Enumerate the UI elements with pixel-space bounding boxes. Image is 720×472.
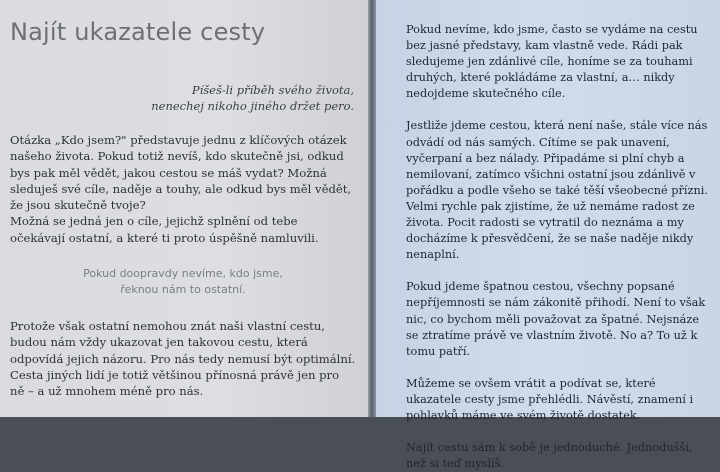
paragraph: Otázka „Kdo jsem?" představuje jednu z klíčových otázek našeho života. Pokud totiž nevíš, kdo skutečně jsi, odkud bys pak měl vědět, jakou cestou se máš vydat? Možná sleduješ své cíle, naděje a touhy, ale odkud bys měl vědět, že jsou skutečně tvoje? (10, 133, 352, 213)
paragraph: Pokud jdeme špatnou cestou, všechny popsané nepříjemnosti se nám zákonitě přihodí. Není to však nic, co bychom měli považovat za špatné. Nejsnáze se ztratíme právě ve vlastním životě. No a? To už k tomu patří. (406, 280, 706, 358)
motto (10, 82, 354, 114)
motto-line: nenechej nikoho jiného držet pero. (151, 99, 354, 113)
left-page (0, 0, 368, 417)
paragraph: Možná se jedná jen o cíle, jejichž splnění od tebe očekávají ostatní, a které ti proto úspěšně namluvili. (10, 214, 319, 245)
chapter-title: Najít ukazatele cesty (10, 18, 266, 46)
paragraph: Můžeme se ovšem vrátit a podívat se, které ukazatele cesty jsme přehlédli. Návěstí, znamení i pohlavků máme ve svém životě dostatek. (406, 376, 694, 422)
right-page (376, 0, 720, 471)
book-gutter (368, 0, 376, 417)
pull-quote-line: Pokud doopravdy nevíme, kdo jsme, (83, 267, 283, 281)
motto-line: Píšeš-li příběh svého života, (191, 83, 354, 97)
pull-quote (10, 266, 356, 298)
paragraph: Jestliže jdeme cestou, která není naše, stále více nás odvádí od nás samých. Cítíme se pak unavení, vyčerpaní a bez nálady. Připadáme si plní chyb a nemilovaní, zatímco všichni ostatní jsou zdánlivě v pořádku a podle všeho se také těší všeobecné přízni. Velmi rychle pak zjistíme, že už nemáme radost ze života. Pocit radosti se vytratil do neznáma a my docházíme k přesvědčení, že se naše naděje nikdy nenaplní. (406, 119, 708, 262)
paragraph: Pokud nevíme, kdo jsme, často se vydáme na cestu bez jasné představy, kam vlastně vede. Rádi pak sledujeme jen zdánlivé cíle, honíme se za touhami druhých, které pokládáme za vlastní, a… nikdy nedojdeme skutečného cíle. (406, 23, 698, 101)
paragraph: Protože však ostatní nemohou znát naši vlastní cestu, budou nám vždy ukazovat jen takovou cestu, která odpovídá jejich názoru. Pro nás tedy nemusí být optimální. Cesta jiných lidí je totiž většinou přínosná právě jen pro ně – a už mnohem méně pro nás. (10, 319, 356, 399)
pull-quote-line: řeknou nám to ostatní. (120, 283, 246, 297)
paragraph: Najít cestu sám k sobě je jednoduché. Jednodušší, než si teď myslíš. (406, 441, 693, 471)
